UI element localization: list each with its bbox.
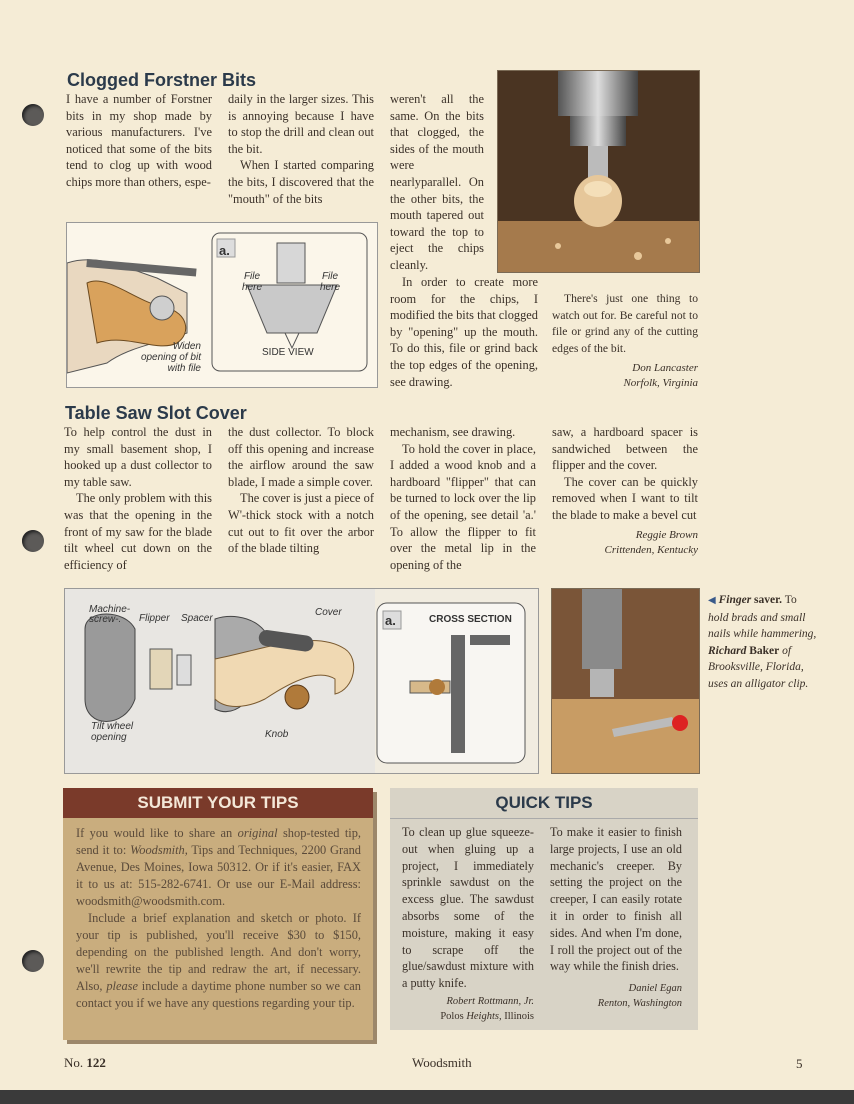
submit-p2-a: Include a brief explanation and sketch or photo. If your tip is published, you'll receive $30 to $150, depending on the published length. And don't worry, we'll rewrite the tip and redraw the art, if necessary. Also, (76, 911, 361, 993)
caption-place: of Brooksville, Florida, uses an alligator clip. (708, 644, 809, 690)
submit-p2-b: include a daytime phone number so we can contact you if we have any questions regarding your tip. (76, 979, 361, 1010)
article2-col1-text: To help control the dust in my small basement shop, I hooked up a dust collector to my table saw. (64, 425, 212, 489)
article2-column-3 (390, 424, 536, 573)
quick-tip-1-place-c: Illinois (504, 1010, 534, 1022)
article2-col2b-text: The cover is just a piece of W'-thick stock with a notch cut out to fit over the arbor of the blade tilting (228, 491, 374, 556)
article1-col1-text: I have a number of Forstner bits in my shop made by various manufacturers. I've noticed that some of the bits tend to clog up with wood chips more than others, espe- (66, 92, 212, 189)
article1-column-3-top (390, 91, 484, 274)
quick-tips-title-bar (390, 788, 698, 819)
article-title-clogged-forstner-bits: Clogged Forstner Bits (67, 70, 257, 90)
quick-tip-1-place-b: Heights, (466, 1010, 502, 1022)
article1-column-3-bottom (390, 274, 538, 390)
figure1-detail-letter: a. (219, 243, 230, 258)
caption-lead2: saver. (754, 594, 783, 606)
submit-p1-em: original (237, 826, 278, 840)
figure1-label-file-here-left: File here (241, 271, 262, 293)
article2-column-1 (64, 424, 212, 573)
binder-hole-top (22, 104, 44, 126)
article1-column-1 (66, 91, 212, 191)
submit-p1-b: shop-tested tip, send it to: (76, 826, 361, 857)
caption-arrow-icon: ◀ (708, 595, 716, 606)
article1-author-name: Don Lancaster (632, 362, 698, 375)
photo-caption-finger-saver (708, 592, 820, 692)
figure1-label-side-view: SIDE VIEW (262, 347, 314, 358)
quick-tip-2 (550, 824, 682, 1011)
quick-tip-1-place (402, 1009, 534, 1024)
submit-tips-box (63, 788, 373, 1040)
article2-col4b-text: The cover can be quickly removed when I want to tilt the blade to make a bevel cut (552, 474, 698, 522)
submit-tips-body (63, 818, 373, 1012)
caption-body1: To (784, 594, 797, 606)
article1-author-place: Norfolk, Virginia (623, 377, 698, 390)
article2-col2-text: the dust collector. To block off this opening and increase the airflow around the saw blade, I made a simple cover. (228, 425, 374, 489)
quick-tip-1-place-a: Polos (440, 1010, 464, 1022)
caption-name1: Richard (708, 644, 747, 657)
article1-column-4 (552, 291, 698, 391)
submit-tips-title: SUBMIT YOUR TIPS (137, 793, 299, 812)
submit-p1-a: If you would like to share an (76, 826, 233, 840)
article1-col2b-text: When I started comparing the bits, I discovered that the "mouth" of the bits (228, 158, 374, 206)
quick-tip-1 (402, 824, 534, 1024)
article2-column-2 (228, 424, 374, 557)
caption-name2: Baker (749, 644, 780, 657)
article1-column-2 (228, 91, 374, 207)
quick-tip-2-place: Renton, Washington (597, 998, 682, 1010)
submit-p2-em: please (106, 979, 138, 993)
figure1-label-widen-opening: Widen opening of bit with file (140, 341, 201, 374)
footer-magazine-name: Woodsmith (412, 1055, 472, 1070)
quick-tips-box (390, 788, 698, 1030)
binder-hole-middle (22, 530, 44, 552)
article2-col3-text: mechanism, see drawing. (390, 425, 516, 439)
figure-table-saw-slot-cover (64, 588, 539, 774)
submit-p1-c: Tips and Techniques, 2200 Grand Avenue, Des Moines, Iowa 50312. Or if it's easier, FAX it to us at: 515-282-6741. Or use our E-Mail address: woodsmith@woodsmith.com. (76, 843, 361, 908)
figure2-detail-letter: a. (385, 613, 396, 628)
figure-filing-forstner-bit (66, 222, 378, 388)
binder-hole-bottom (22, 950, 44, 972)
photo-forstner-bit-in-drill (497, 70, 700, 273)
article-title-table-saw-slot-cover: Table Saw Slot Cover (65, 403, 247, 423)
figure1-label-file-here-right: File here (319, 271, 340, 293)
article1-col4-text: There's just one thing to watch out for. Be careful not to file or grind any of the cutting edges of the bit. (552, 292, 698, 355)
footer-issue-number (64, 1055, 106, 1071)
footer-issue-value: 122 (86, 1055, 106, 1070)
article1-col3b-text: In order to create more room for the chips, I modified the bits that clogged by "opening" up the mouth. To do this, file or grind back the top edges of the opening, see drawing. (390, 275, 538, 389)
article2-col4-text: saw, a hardboard spacer is sandwiched between the flipper and the cover. (552, 425, 698, 473)
figure2-label-spacer: Spacer (181, 613, 213, 624)
article1-col3-text: weren't all the same. On the bits that clogged, the sides of the mouth were nearlyparallel. On the other bits, the mouth tapered out toward the top to eject the chips cleanly. (390, 92, 484, 272)
quick-tip-1-text: To clean up glue squeeze-out when gluing up a project, I immediately sprinkle sawdust on the excess glue. The sawdust absorbs some of the moisture, making it easy to scrape off the glue/sawdust mixture with a putty knife. (402, 825, 534, 991)
figure2-label-tilt-wheel-opening: Tilt wheel opening (91, 721, 134, 743)
figure2-label-cross-section: CROSS SECTION (429, 614, 512, 625)
figure2-label-knob: Knob (265, 729, 289, 740)
quick-tips-title: QUICK TIPS (495, 793, 593, 812)
article2-col3b-text: To hold the cover in place, I added a wood knob and a hardboard "flipper" that can be turned to lock over the lip of the opening, see detail 'a.' To allow the flipper to fit over the metal lip in the opening of the (390, 441, 536, 572)
quick-tip-2-text: To make it easier to finish large projects, I use an old mechanic's creeper. By setting the project on the creeper, I can easily rotate it in order to finish all sides. And when I'm done, I roll the project out of the way while the finish dries. (550, 825, 682, 974)
article2-column-4 (552, 424, 698, 558)
quick-tip-2-author: Daniel Egan (628, 983, 682, 995)
figure2-label-machine-screw: Machine-screw-. (89, 604, 131, 625)
caption-body2: hold brads and small nails while hammering, (708, 611, 817, 640)
page-bottom-edge (0, 1090, 854, 1104)
article2-col1b-text: The only problem with this was that the opening in the front of my saw for the blade tilt wheel cut down on the efficiency of (64, 491, 212, 572)
footer-issue-prefix: No. (64, 1055, 84, 1070)
article2-author-place: Crittenden, Kentucky (604, 543, 698, 556)
photo-alligator-clip-holding-nail (551, 588, 700, 774)
caption-lead: Finger (718, 594, 752, 606)
submit-p1-em2: Woodsmith, (130, 843, 188, 857)
submit-tips-title-bar (63, 788, 373, 818)
article2-author-name: Reggie Brown (635, 528, 698, 541)
article1-col2-text: daily in the larger sizes. This is annoying because I have to stop the drill and clean out the bit. (228, 92, 374, 156)
quick-tip-1-author: Robert Rottmann, Jr. (446, 995, 534, 1007)
footer-page-number: 5 (796, 1056, 803, 1071)
figure2-label-cover: Cover (315, 607, 342, 618)
figure2-label-flipper: Flipper (139, 613, 170, 624)
